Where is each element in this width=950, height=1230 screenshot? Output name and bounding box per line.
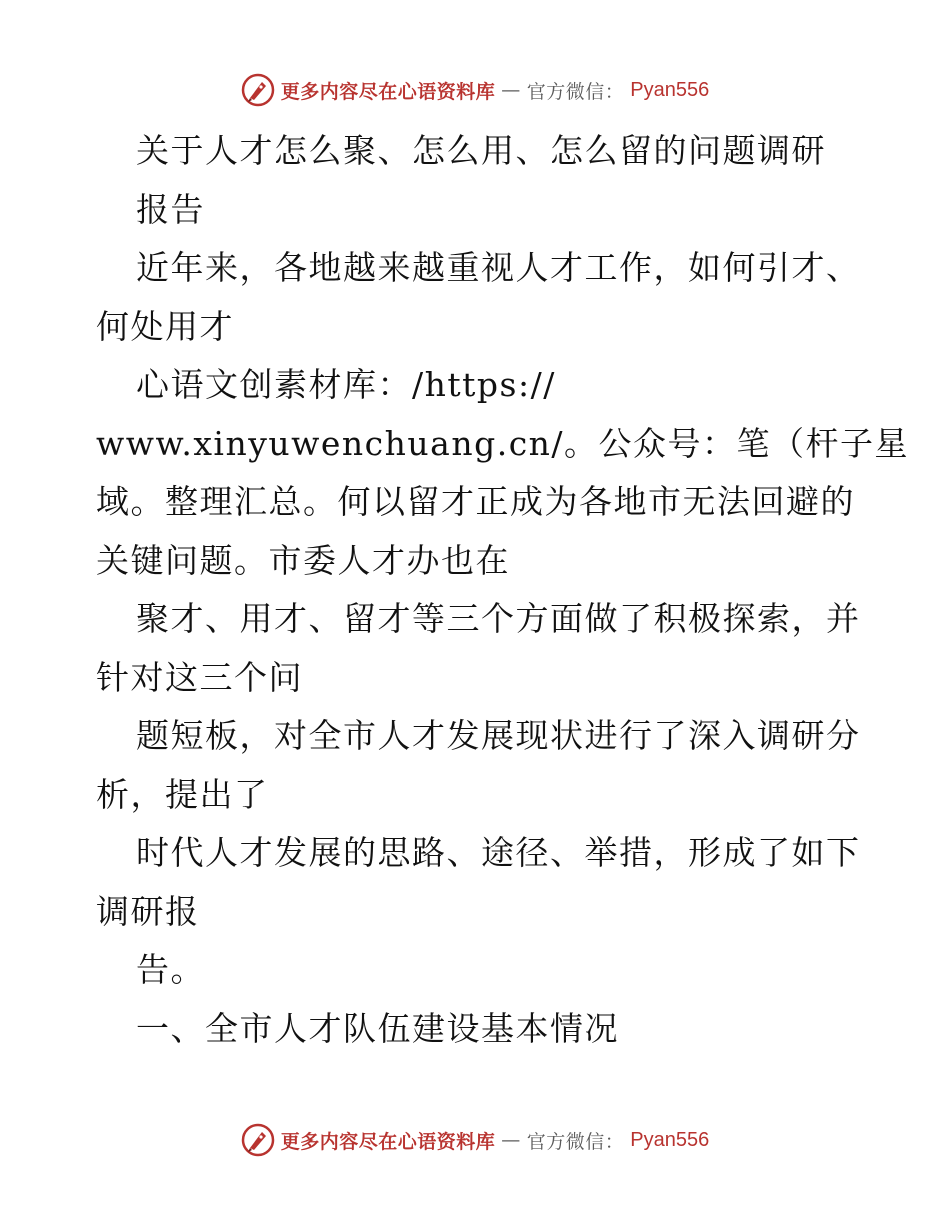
paragraph-line: 何处用才 bbox=[96, 306, 234, 346]
watermark-wechat-id: Pyan556 bbox=[630, 78, 710, 101]
header-watermark bbox=[0, 70, 950, 110]
watermark-dash: — bbox=[501, 1129, 521, 1151]
paragraph-line: 域。整理汇总。何以留才正成为各地市无法回避的 bbox=[96, 482, 855, 521]
watermark-wechat-id: Pyan556 bbox=[630, 1128, 710, 1151]
paragraph-line: www.xinyuwenchuang.cn/。公众号：笔（杆子星 bbox=[96, 423, 910, 463]
paragraph-line: 告。 bbox=[136, 950, 205, 989]
watermark-official-label: 官方微信： bbox=[526, 1130, 625, 1153]
paragraph-line: 题短板，对全市人才发展现状进行了深入调研分 bbox=[136, 716, 861, 755]
paragraph-line: 调研报 bbox=[96, 891, 200, 931]
paragraph-line: 析，提出了 bbox=[96, 774, 269, 814]
watermark-dash: — bbox=[501, 79, 521, 101]
paragraph-line: 针对这三个问 bbox=[96, 657, 303, 697]
document-body bbox=[96, 122, 910, 1058]
watermark-official-label: 官方微信： bbox=[526, 80, 625, 103]
doc-title-line-1: 关于人才怎么聚、怎么用、怎么留的问题调研 bbox=[136, 131, 826, 170]
watermark-site-name: 更多内容尽在心语资料库 bbox=[280, 1130, 496, 1153]
doc-title-line-2: 报告 bbox=[136, 189, 205, 229]
pen-nib-logo-icon bbox=[241, 1123, 275, 1157]
paragraph-line: 心语文创素材库：/https:// bbox=[136, 365, 556, 404]
footer-watermark bbox=[0, 1120, 950, 1160]
pen-nib-logo-icon bbox=[241, 73, 275, 107]
paragraph-line: 聚才、用才、留才等三个方面做了积极探索，并 bbox=[136, 599, 861, 638]
paragraph-line: 近年来，各地越来越重视人才工作，如何引才、 bbox=[136, 248, 861, 287]
section-heading: 一、全市人才队伍建设基本情况 bbox=[136, 1008, 619, 1048]
watermark-site-name: 更多内容尽在心语资料库 bbox=[280, 80, 496, 103]
paragraph-line: 时代人才发展的思路、途径、举措，形成了如下 bbox=[136, 833, 861, 872]
paragraph-line: 关键问题。市委人才办也在 bbox=[96, 540, 510, 580]
